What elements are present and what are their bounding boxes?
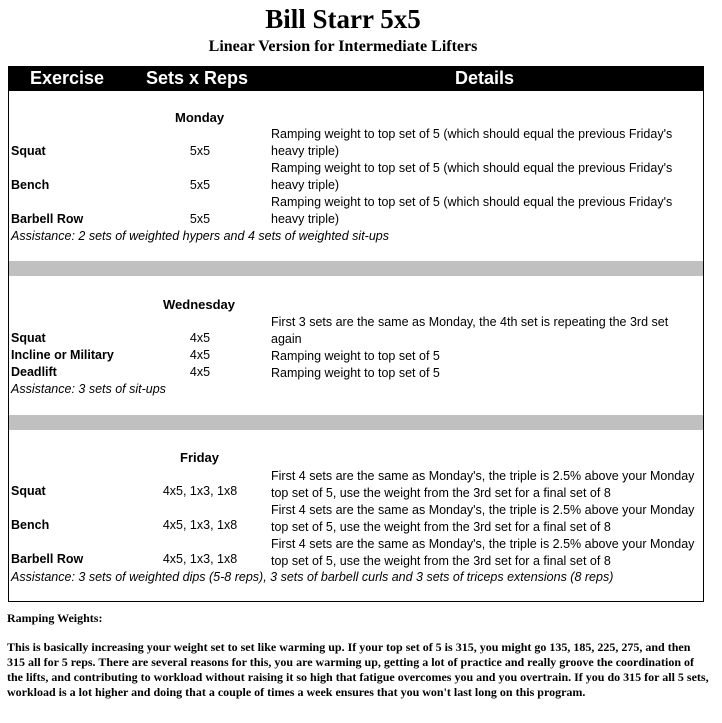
exercise-cell: Incline or Military [11, 348, 114, 362]
sets-reps-cell: 4x5 [189, 365, 211, 379]
page-title: Bill Starr 5x5 [265, 4, 421, 34]
details-cell: First 3 sets are the same as Monday, the 4th set is repeating the 3rd set again [271, 315, 669, 346]
table-header [9, 67, 703, 91]
page-subtitle: Linear Version for Intermediate Lifters [208, 38, 478, 55]
sets-reps-cell: 5x5 [189, 144, 211, 158]
details-cell: Ramping weight to top set of 5 [271, 349, 440, 363]
sets-reps-cell: 4x5, 1x3, 1x8 [162, 484, 238, 498]
assistance-note: Assistance: 2 sets of weighted hypers and 4 sets of weighted sit-ups [11, 229, 389, 243]
header-sets-reps: Sets x Reps [146, 68, 249, 88]
details-cell: First 4 sets are the same as Monday's, the triple is 2.5% above your Monday top set of 5, use the weight from the 3rd set for a final set of 8 [271, 469, 695, 500]
day-heading-friday: Friday [180, 450, 220, 465]
header-details: Details [455, 68, 515, 88]
sets-reps-cell: 4x5 [189, 348, 211, 362]
details-cell: Ramping weight to top set of 5 [271, 366, 440, 380]
details-cell: First 4 sets are the same as Monday's, the triple is 2.5% above your Monday top set of 5, use the weight from the 3rd set for a final set of 8 [271, 537, 695, 568]
assistance-note: Assistance: 3 sets of sit-ups [11, 382, 166, 396]
exercise-cell: Squat [11, 331, 46, 345]
details-cell: Ramping weight to top set of 5 (which should equal the previous Friday's heavy triple) [271, 195, 673, 226]
sets-reps-cell: 4x5, 1x3, 1x8 [162, 518, 238, 532]
details-cell: Ramping weight to top set of 5 (which should equal the previous Friday's heavy triple) [271, 161, 673, 192]
sets-reps-cell: 4x5, 1x3, 1x8 [162, 552, 238, 566]
sets-reps-cell: 5x5 [189, 178, 211, 192]
sets-reps-cell: 5x5 [189, 212, 211, 226]
notes-body: This is basically increasing your weight set to set like warming up. If your top set of 5 is 315, you might go 135, 185, 225, 275, and then 315 all for 5 reps. There are several reasons for this, you are warming up, getting a lot of practice and really groove the coordination of the lifts, and contributing to workload without raising it so high that fatigue overcomes you and you overtrain. If you do 315 for all 5 sets, workload is a lot higher and doing that a couple of times a week ensures that you won't last long on this program. [7, 640, 709, 699]
section-divider [9, 261, 703, 276]
details-cell: Ramping weight to top set of 5 (which should equal the previous Friday's heavy triple) [271, 127, 673, 158]
section-divider [9, 415, 703, 430]
program-table [8, 66, 704, 602]
exercise-cell: Barbell Row [11, 552, 84, 566]
exercise-cell: Squat [11, 484, 46, 498]
ramping-weights-notes [7, 611, 711, 700]
header-exercise: Exercise [30, 68, 105, 88]
notes-heading: Ramping Weights: [7, 611, 103, 625]
exercise-cell: Barbell Row [11, 212, 84, 226]
exercise-cell: Bench [11, 518, 50, 532]
exercise-cell: Squat [11, 144, 46, 158]
assistance-note: Assistance: 3 sets of weighted dips (5-8 reps), 3 sets of barbell curls and 3 sets of triceps extensions (8 reps) [11, 570, 614, 584]
day-heading-wednesday: Wednesday [163, 297, 236, 312]
exercise-cell: Bench [11, 178, 50, 192]
details-cell: First 4 sets are the same as Monday's, the triple is 2.5% above your Monday top set of 5, use the weight from the 3rd set for a final set of 8 [271, 503, 695, 534]
exercise-cell: Deadlift [11, 365, 57, 379]
day-heading-monday: Monday [175, 110, 225, 125]
sets-reps-cell: 4x5 [189, 331, 211, 345]
